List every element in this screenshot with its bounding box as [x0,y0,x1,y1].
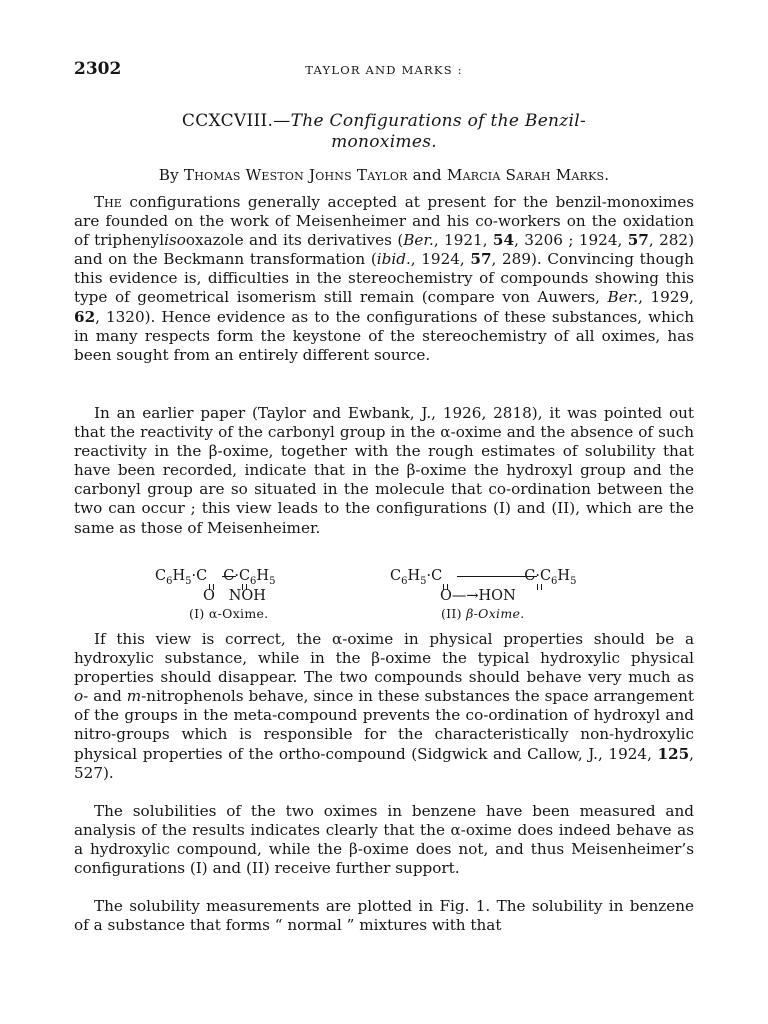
formula-1-line1: $C_6H_5\cdot C$ $C\cdot C_6H_5$ [155,568,276,587]
paragraph-2: In an earlier paper (Taylor and Ewbank, J., 1926, 2818), it was pointed out that the reactivity of the carbonyl group in the α-oxime and the absence of such reactivity in the β-oxime, together with the rough estimates of solubility that have been recorded, indicate that in the β-oxime the hydroxyl group and the carbonyl group are so situated in the molecule that co-ordination between the two can occur ; this view leads to the configurations (I) and (II), which are the same as those of Meisenheimer. [74,404,694,537]
formula-2-caption: (II) β-Oxime. [441,606,525,621]
formula-2-double-bond-n-left [537,584,538,590]
byline [74,166,694,184]
paragraph-5: The solubility measurements are plotted in Fig. 1. The solubility in benzene of a substance that forms “ normal ” mixtures with that [74,897,694,935]
paragraph-1: The configurations generally accepted at present for the benzil-monoximes are founded on the work of Meisenheimer and his co-workers on the oxidation of triphenylisooxazole and its derivatives (Ber., 1921, 54, 3206 ; 1924, 57, 282) and on the Beckmann transformation (ibid., 1924, 57, 289). Convincing though this evidence is, difficulties in the stereochemistry of compounds showing this type of geometrical isomerism still remain (compare von Auwers, Ber., 1929, 62, 1320). Hence evidence as to the configurations of these substances, which in many respects form the keystone of the stereochemistry of all oximes, has been sought from an entirely different source. [74,193,694,364]
formula-2-line2: O—→HON [440,588,516,604]
title-text-line1: The Configurations of the Benzil- [290,111,587,131]
formula-2-double-bond-n-right [541,584,542,590]
page-number: 2302 [74,59,122,79]
article-number: CCXCVIII. [181,111,274,131]
paragraph-1-lead: The [94,193,122,211]
formula-1-single-bond [222,576,236,577]
title-dash: — [273,111,291,131]
paragraph-3: If this view is correct, the α-oxime in physical properties should be a hydroxylic substance, while in the β-oxime the typical hydroxylic physical properties should disappear. The two compounds should behave very much as o- and m-nitrophenols behave, since in these substances the space arrangement of the groups in the meta-compound prevents the co-ordination of hydroxyl and nitro-groups which is responsible for the characteristically non-hydroxylic physical properties of the ortho-compound (Sidgwick and Callow, J., 1924, 125, 527). [74,630,694,782]
author-1: Thomas Weston Johns Taylor [183,166,408,184]
formula-1-line2: O NOH [203,588,266,604]
byline-by: By [158,166,179,184]
page-header [74,57,694,83]
running-head: TAYLOR AND MARKS : [305,63,463,77]
title-text-line2: monoximes. [331,132,437,152]
formula-2-line1: $C_6H_5\cdot C$ $C\cdot C_6H_5$ [390,568,577,587]
formula-2-single-bond [457,576,537,577]
byline-and: and [412,166,442,184]
formula-1-caption: (I) α-Oxime. [189,606,269,621]
article-title [74,111,694,153]
paragraph-4: The solubilities of the two oximes in benzene have been measured and analysis of the results indicates clearly that the α-oxime does indeed behave as a hydroxylic compound, while the β-oxime does not, and thus Meisenheimer’s configurations (I) and (II) receive further support. [74,802,694,878]
author-2: Marcia Sarah Marks. [446,166,610,184]
